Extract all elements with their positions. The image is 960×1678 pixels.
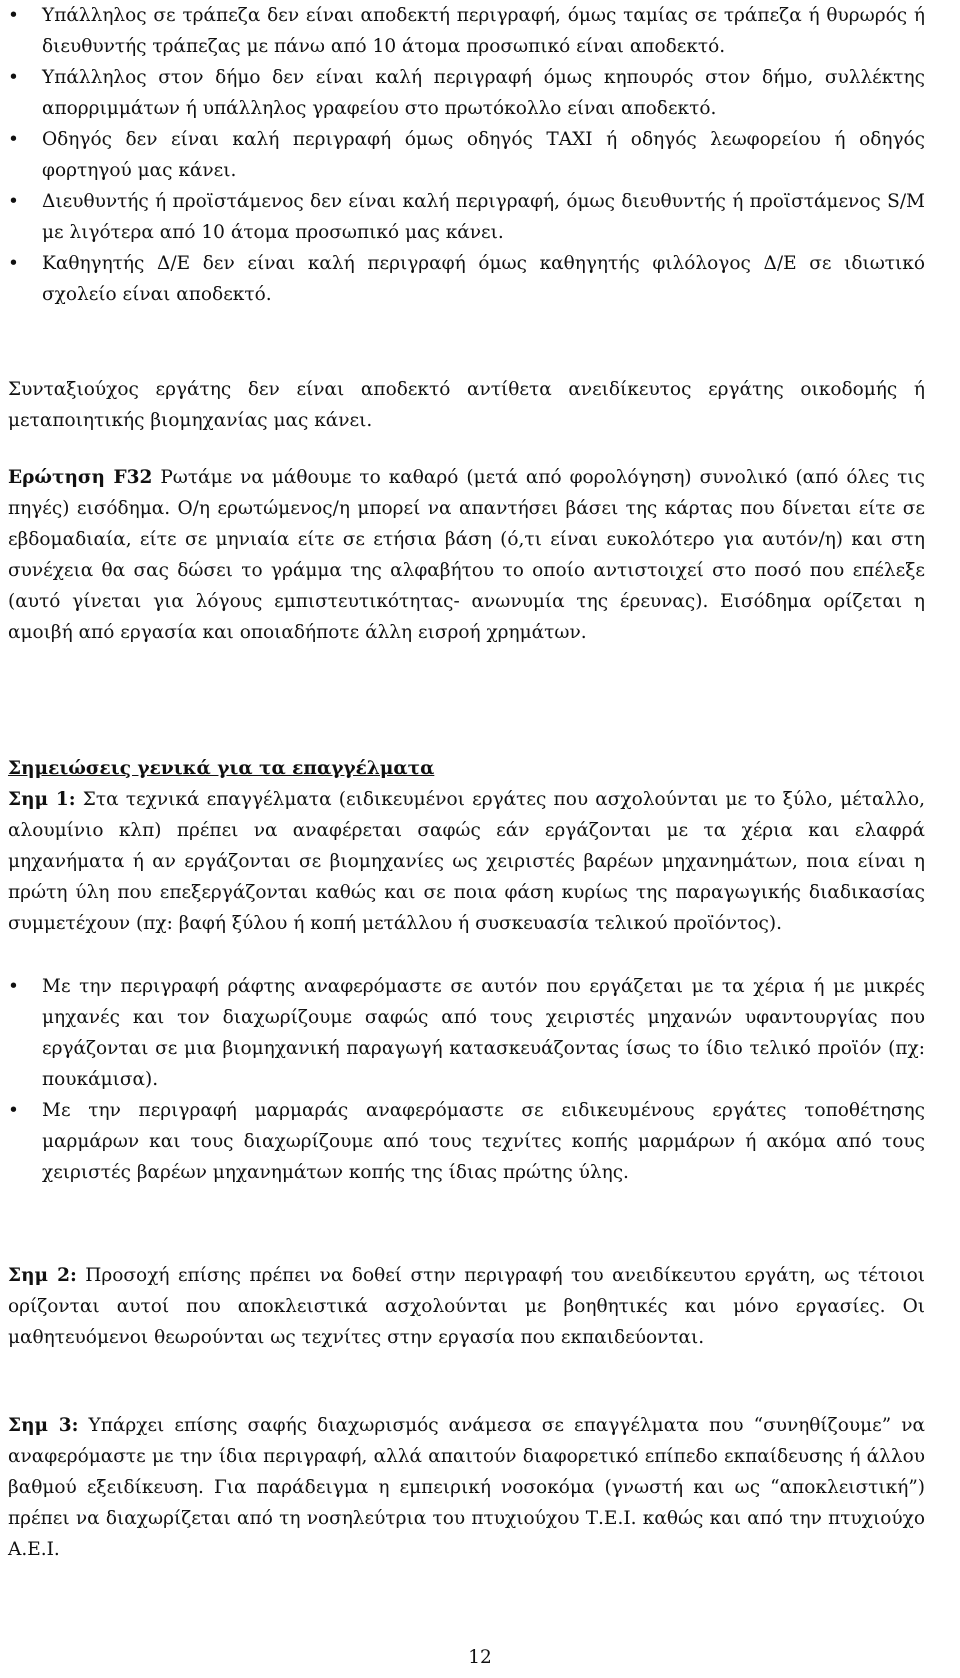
question-label: Ερώτηση F32: [8, 467, 153, 488]
list-item-text: Διευθυντής ή προϊστάμενος δεν είναι καλή περιγραφή, όμως διευθυντής ή προϊστάμενος S/M με λιγότερα από 10 άτομα προσωπικό μας κάνει.: [42, 191, 925, 243]
list-item-text: Με την περιγραφή ράφτης αναφερόμαστε σε αυτόν που εργάζεται με τα χέρια ή με μικρές μηχανές και τον διαχωρίζουμε σαφώς από τους χειριστές μηχανών υφαντουργίας που εργάζονται σε μια βιομηχανική παραγωγή κατασκευάζοντας ίσως το ίδιο τελικό προϊόν (πχ: πουκάμισα).: [42, 976, 925, 1090]
note-2-text: Προσοχή επίσης πρέπει να δοθεί στην περιγραφή του ανειδίκευτου εργάτη, ως τέτοιοι ορίζονται αυτοί που αποκλειστικά ασχολούνται με βοηθητικές και μόνο εργασίες. Οι μαθητευόμενοι θεωρούνται ως τεχνίτες στην εργασία που εκπαιδεύονται.: [8, 1265, 925, 1348]
note-1-label: Σημ 1:: [8, 789, 76, 810]
question-f32-paragraph: [8, 462, 925, 648]
occupation-examples-list: [0, 0, 925, 310]
notes-title: Σημειώσεις γενικά για τα επαγγέλματα: [8, 758, 435, 779]
list-item-text: Υπάλληλος σε τράπεζα δεν είναι αποδεκτή περιγραφή, όμως ταμίας σε τράπεζα ή θυρωρός ή διευθυντής τράπεζας με πάνω από 10 άτομα προσωπικό είναι αποδεκτό.: [42, 5, 925, 57]
list-item: [0, 0, 925, 62]
bullet: •: [8, 253, 19, 274]
list-item: [0, 62, 925, 124]
list-item: [0, 1095, 925, 1188]
note-1-examples-list: [0, 971, 925, 1188]
bullet: •: [8, 67, 19, 88]
note-2-label: Σημ 2:: [8, 1265, 77, 1286]
note-3-text: Υπάρχει επίσης σαφής διαχωρισμός ανάμεσα σε επαγγέλματα που “συνηθίζουμε” να αναφερόμαστε με την ίδια περιγραφή, αλλά απαιτούν διαφορετικό επίπεδο εκπαίδευσης ή άλλου βαθμού εξειδίκευση. Για παράδειγμα η εμπειρική νοσοκόμα (γνωστή και ως “αποκλειστική”) πρέπει να διαχωρίζεται από τη νοσηλεύτρια του πτυχιούχου Τ.Ε.Ι. καθώς και από την πτυχιούχο Α.Ε.Ι.: [8, 1415, 925, 1560]
note-1-paragraph: [8, 784, 925, 939]
note-2-paragraph: [8, 1260, 925, 1353]
bullet: •: [8, 191, 19, 212]
list-item: [0, 124, 925, 186]
list-item-text: Καθηγητής Δ/Ε δεν είναι καλή περιγραφή όμως καθηγητής φιλόλογος Δ/Ε σε ιδιωτικό σχολείο είναι αποδεκτό.: [42, 253, 925, 305]
bullet: •: [8, 1100, 19, 1121]
bullet: •: [8, 129, 19, 150]
question-text: Ρωτάμε να μάθουμε το καθαρό (μετά από φορολόγηση) συνολικό (από όλες τις πηγές) εισόδημα. Ο/η ερωτώμενος/η μπορεί να απαντήσει βάσει της κάρτας που δίνεται είτε σε εβδομαδιαία, είτε σε μηνιαία είτε σε ετήσια βάση (ό,τι είναι ευκολότερο για αυτόν/η) και στη συνέχεια θα σας δώσει το γράμμα της αλφαβήτου το οποίο αντιστοιχεί στο ποσό που επέλεξε (αυτό γίνεται για λόγους εμπιστευτικότητας- ανωνυμία της έρευνας). Εισόδημα ορίζεται η αμοιβή από εργασία και οποιαδήποτε άλλη εισροή χρημάτων.: [8, 467, 925, 643]
list-item: [0, 971, 925, 1095]
list-item: [0, 186, 925, 248]
list-item: [0, 248, 925, 310]
list-item-text: Οδηγός δεν είναι καλή περιγραφή όμως οδηγός ΤΑΧΙ ή οδηγός λεωφορείου ή οδηγός φορτηγού μας κάνει.: [42, 129, 925, 181]
note-1-text: Στα τεχνικά επαγγέλματα (ειδικευμένοι εργάτες που ασχολούνται με το ξύλο, μέταλλο, αλουμίνιο κλπ) πρέπει να αναφέρεται σαφώς εάν εργάζονται με τα χέρια και ελαφρά μηχανήματα ή αν εργάζονται σε βιομηχανίες ως χειριστές βαρέων μηχανημάτων, ποια είναι η πρώτη ύλη που επεξεργάζονται καθώς και σε ποια φάση κυρίως της παραγωγικής διαδικασίας συμμετέχουν (πχ: βαφή ξύλου ή κοπή μετάλλου ή συσκευασία τελικού προϊόντος).: [8, 789, 925, 934]
list-item-text: Υπάλληλος στον δήμο δεν είναι καλή περιγραφή όμως κηπουρός στον δήμο, συλλέκτης απορριμμάτων ή υπάλληλος γραφείου στο πρωτόκολλο είναι αποδεκτό.: [42, 67, 925, 119]
list-item-text: Με την περιγραφή μαρμαράς αναφερόμαστε σε ειδικευμένους εργάτες τοποθέτησης μαρμάρων και τους διαχωρίζουμε από τους τεχνίτες κοπής μαρμάρων ή ακόμα από τους χειριστές βαρέων μηχανημάτων κοπής της ίδιας πρώτης ύλης.: [42, 1100, 925, 1183]
page-number: 12: [468, 1647, 492, 1668]
retired-worker-paragraph: Συνταξιούχος εργάτης δεν είναι αποδεκτό αντίθετα ανειδίκευτος εργάτης οικοδομής ή μεταποιητικής βιομηχανίας μας κάνει.: [8, 379, 925, 431]
note-3-paragraph: [8, 1410, 925, 1565]
bullet: •: [8, 976, 19, 997]
bullet: •: [8, 5, 19, 26]
note-3-label: Σημ 3:: [8, 1415, 79, 1436]
notes-section-title: [8, 753, 925, 784]
